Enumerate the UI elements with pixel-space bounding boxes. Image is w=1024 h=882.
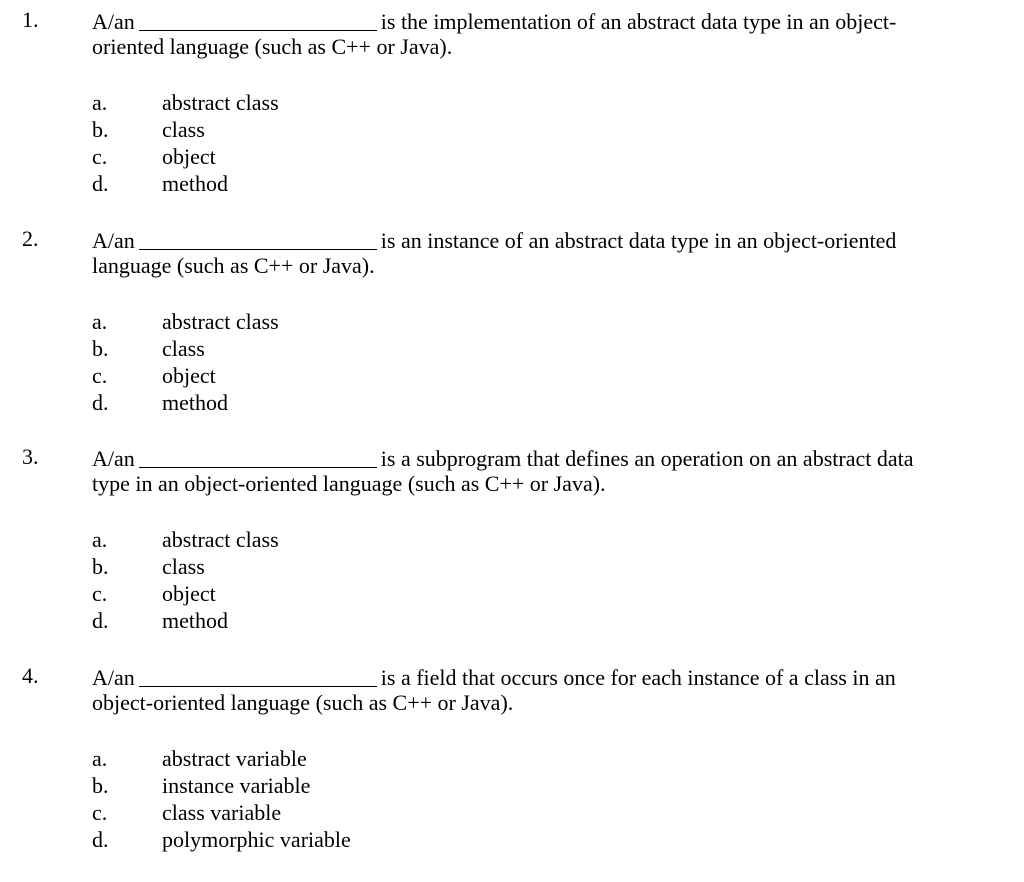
option-text: method	[162, 390, 228, 415]
option-letter: d.	[92, 827, 109, 852]
stem-after-blank: is a subprogram that defines an operation on an abstract data	[380, 446, 914, 471]
option-text: abstract class	[162, 309, 279, 334]
option-letter: a.	[92, 90, 108, 115]
stem-continuation: language (such as C++ or Java).	[92, 253, 375, 278]
option-text: abstract variable	[162, 746, 307, 771]
option-text: class	[162, 117, 205, 142]
option-text: object	[162, 363, 216, 388]
option-letter: d.	[92, 390, 109, 415]
option-text: instance variable	[162, 773, 311, 798]
option-letter: d.	[92, 608, 109, 633]
stem-lead: A/an	[92, 228, 135, 253]
answer-blank	[139, 445, 377, 468]
question-stem	[92, 6, 896, 36]
option-letter: c.	[92, 144, 108, 169]
option-text: object	[162, 581, 216, 606]
stem-after-blank: is an instance of an abstract data type in an object-oriented	[380, 228, 897, 253]
option-letter: c.	[92, 581, 108, 606]
stem-after-blank: is a field that occurs once for each instance of a class in an	[380, 665, 896, 690]
option-letter: b.	[92, 336, 109, 361]
option-letter: a.	[92, 309, 108, 334]
option-letter: d.	[92, 171, 109, 196]
option-letter: a.	[92, 746, 108, 771]
option-text: method	[162, 608, 228, 633]
option-text: class variable	[162, 800, 282, 825]
stem-lead: A/an	[92, 665, 135, 690]
answer-blank	[139, 227, 377, 250]
option-letter: b.	[92, 773, 109, 798]
question-number: 3.	[22, 444, 39, 469]
stem-continuation: type in an object-oriented language (such as C++ or Java).	[92, 471, 606, 496]
option-text: class	[162, 336, 205, 361]
question-stem	[92, 662, 896, 692]
option-text: object	[162, 144, 216, 169]
option-letter: c.	[92, 363, 108, 388]
option-text: method	[162, 171, 228, 196]
option-letter: b.	[92, 117, 109, 142]
option-text: abstract class	[162, 527, 279, 552]
answer-blank	[139, 8, 377, 31]
stem-continuation: object-oriented language (such as C++ or Java).	[92, 690, 514, 715]
option-text: abstract class	[162, 90, 279, 115]
question-number: 1.	[22, 7, 39, 32]
answer-blank	[139, 664, 377, 687]
question-number: 2.	[22, 226, 39, 251]
option-letter: b.	[92, 554, 109, 579]
question-number: 4.	[22, 663, 39, 688]
stem-continuation: oriented language (such as C++ or Java).	[92, 34, 453, 59]
stem-after-blank: is the implementation of an abstract data type in an object-	[380, 9, 897, 34]
question-stem	[92, 225, 896, 255]
option-text: class	[162, 554, 205, 579]
stem-lead: A/an	[92, 446, 135, 471]
stem-lead: A/an	[92, 9, 135, 34]
option-letter: a.	[92, 527, 108, 552]
option-text: polymorphic variable	[162, 827, 351, 852]
option-letter: c.	[92, 800, 108, 825]
question-stem	[92, 443, 913, 473]
